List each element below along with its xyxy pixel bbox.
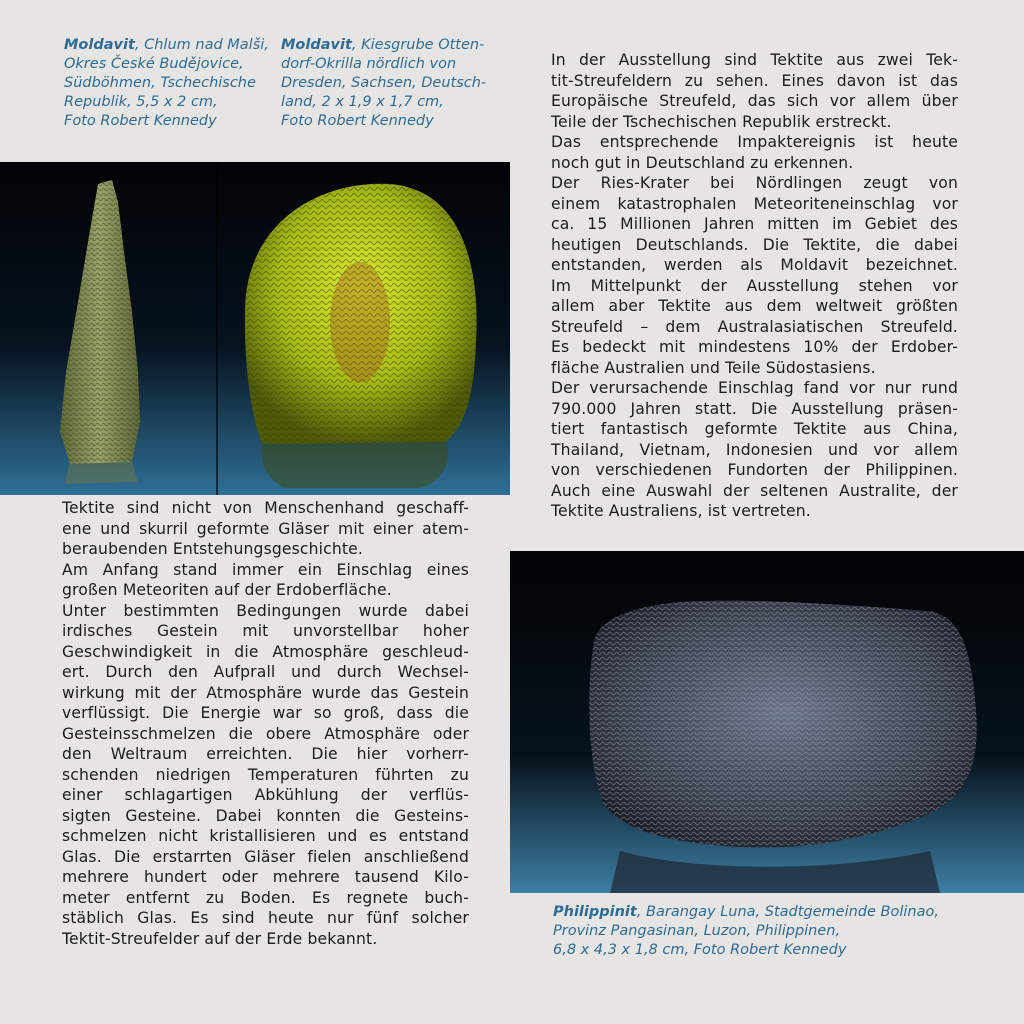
text-line: stäblich Glas. Es sind heute nur fünf solcher — [62, 909, 469, 927]
text-line: Glas. Die erstarrten Gläser fielen anschließend — [62, 847, 469, 866]
text-line: Der Ries-Krater bei Nördlingen zeugt von — [551, 174, 958, 192]
text-line: allem aber Tektite aus dem weltweit größten — [551, 297, 958, 315]
caption-line: Dresden, Sachsen, Deutsch- — [281, 75, 487, 91]
text-line: Am Anfang stand immer ein Einschlag eines — [62, 560, 469, 579]
caption-line: Okres České Budějovice, — [64, 56, 244, 72]
text-line: Der verursachende Einschlag fand vor nur rund — [551, 379, 958, 397]
moldavite-photo — [0, 162, 510, 495]
caption-specimen-name: Moldavit — [64, 37, 135, 53]
tektite-intro-text — [62, 498, 469, 949]
caption-line: Foto Robert Kennedy — [281, 113, 434, 129]
text-line: wirkung mit der Atmosphäre wurde das Gestein — [62, 683, 469, 702]
text-line: entstanden, werden als Moldavit bezeichnet. — [551, 256, 958, 274]
text-line: heutigen Deutschlands. Die Tektite, die dabei — [551, 235, 958, 254]
text-line: einer schlagartigen Abkühlung der verflüs- — [62, 786, 469, 804]
philippinite-photo — [510, 551, 1024, 893]
caption-text: , Chlum nad Malši, — [134, 37, 269, 53]
text-line: ert. Durch den Aufprall und durch Wechsel- — [62, 663, 469, 681]
text-line: meter entfernt zu Boden. Es regnete buch- — [62, 888, 469, 907]
text-line: schmelzen nicht kristallisieren und es entstand — [62, 827, 469, 845]
caption-line: dorf-Okrilla nördlich von — [281, 56, 457, 72]
caption-line — [553, 903, 939, 922]
text-line: ene und skurril geformte Gläser mit einer atem- — [62, 519, 469, 538]
text-line: Unter bestimmten Bedingungen wurde dabei — [62, 601, 469, 620]
caption-specimen-name: Moldavit — [281, 37, 352, 53]
text-line: irdisches Gestein mit unvorstellbar hoher — [62, 622, 469, 640]
caption-line: Südböhmen, Tschechische — [64, 75, 256, 91]
caption-moldavit-chlum — [64, 36, 269, 131]
text-line: In der Ausstellung sind Tektite aus zwei Tek- — [551, 51, 958, 69]
caption-line: 6,8 x 4,3 x 1,8 cm, Foto Robert Kennedy — [553, 942, 847, 958]
text-line: beraubenden Entstehungsgeschichte. — [62, 540, 364, 558]
text-line: noch gut in Deutschland zu erkennen. — [551, 153, 854, 172]
text-line: verflüssigt. Die Energie war so groß, dass die — [62, 704, 469, 722]
text-line: Europäische Streufeld, das sich vor allem über — [551, 92, 958, 110]
text-line: Das entsprechende Impaktereignis ist heute — [551, 133, 958, 151]
text-line: Teile der Tschechischen Republik erstreckt. — [551, 112, 892, 131]
text-line: großen Meteoriten auf der Erdoberfläche. — [62, 581, 392, 599]
caption-line — [281, 36, 486, 55]
text-line: sigten Gesteine. Dabei konnten die Gesteins- — [62, 806, 469, 825]
text-line: Tektit-Streufelder auf der Erde bekannt. — [62, 929, 378, 948]
caption-philippinit — [553, 903, 939, 960]
caption-moldavit-ottendorf — [281, 36, 486, 131]
caption-text: , Kiesgrube Otten- — [351, 37, 485, 53]
text-line: tiert fantastisch geformte Tektite aus China, — [551, 420, 958, 438]
text-line: Gesteinsschmelzen die obere Atmosphäre oder — [62, 724, 469, 743]
text-line: schenden niedrigen Temperaturen führten zu — [62, 765, 469, 784]
caption-line: Republik, 5,5 x 2 cm, — [64, 94, 218, 110]
caption-line: Foto Robert Kennedy — [64, 113, 217, 129]
text-line: von verschiedenen Fundorten der Philippinen. — [551, 461, 958, 479]
text-line: Im Mittelpunkt der Ausstellung stehen vor — [551, 276, 958, 295]
text-line: ca. 15 Millionen Jahren mitten im Gebiet des — [551, 215, 958, 233]
text-line: fläche Australien und Teile Südostasiens. — [551, 358, 876, 377]
caption-line: land, 2 x 1,9 x 1,7 cm, — [281, 94, 444, 110]
exhibition-text — [551, 50, 958, 522]
text-line: Tektite Australiens, ist vertreten. — [551, 502, 811, 520]
caption-specimen-name: Philippinit — [553, 904, 637, 920]
text-line: den Weltraum erreichten. Die hier vorherr- — [62, 745, 469, 763]
text-line: tit-Streufeldern zu sehen. Eines davon ist das — [551, 71, 958, 90]
caption-text: , Barangay Luna, Stadtgemeinde Bolinao, — [636, 904, 939, 920]
text-line: Thailand, Vietnam, Indonesien und vor allem — [551, 440, 958, 459]
caption-line — [64, 36, 269, 55]
text-line: Es bedeckt mit mindestens 10% der Erdober- — [551, 338, 958, 356]
text-line: einem katastrophalen Meteoriteneinschlag vor — [551, 194, 958, 213]
text-line: 790.000 Jahren statt. Die Ausstellung präsen- — [551, 399, 958, 418]
text-line: Tektite sind nicht von Menschenhand geschaff- — [62, 499, 469, 517]
text-line: Streufeld – dem Australasiatischen Streufeld. — [551, 317, 958, 336]
text-line: Auch eine Auswahl der seltenen Australite, der — [551, 481, 958, 500]
text-line: Geschwindigkeit in die Atmosphäre geschleud- — [62, 642, 469, 661]
caption-line: Provinz Pangasinan, Luzon, Philippinen, — [553, 923, 841, 939]
text-line: mehrere hundert oder mehrere tausend Kilo- — [62, 868, 469, 886]
